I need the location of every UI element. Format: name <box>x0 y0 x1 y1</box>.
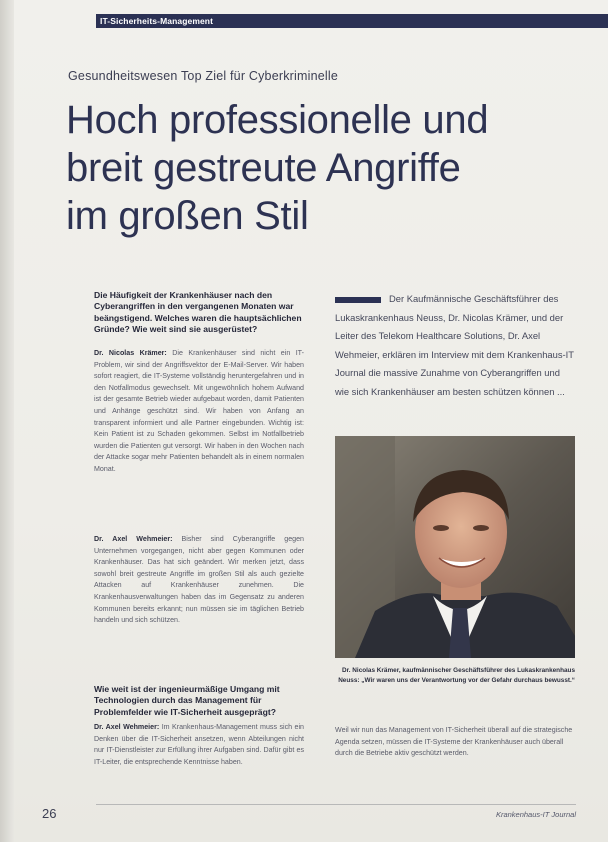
section-label: IT-Sicherheits-Management <box>100 16 214 26</box>
headline-line-1: Hoch professionelle und <box>66 98 489 142</box>
answer-3-speaker: Dr. Axel Wehmeier: <box>94 723 160 731</box>
answer-3 <box>94 722 304 768</box>
question-2: Wie weit ist der ingenieurmäßige Umgang mit Technologien durch das Management für Problemfelder wie IT-Sicherheit ausgeprägt? <box>94 684 280 717</box>
footer-divider <box>96 804 576 805</box>
answer-1 <box>94 348 304 476</box>
answer-1-text: Die Krankenhäuser sind nicht ein IT-Problem, wir sind der Angriffsvektor der E-Mail-Server. Wir haben sofort reagiert, die IT-Systeme vollständig heruntergefahren und in den Notfallmodus gewechselt. Mit ungewöhnlich hohem Aufwand ist der gesamte Betrieb wieder aufgebaut worden, damit Patienten und Anhänge geschützt sind. Wir haben von Anfang an transparent informiert und alle Partner eingebunden. Wichtig ist: Kein Patient ist zu Schaden gekommen. Selbst im Notfallbetrieb wurden die Patienten gut versorgt. Wir haben in den Wochen nach der Attacke sogar mehr Patienten behandelt als in einem normalen Monat. <box>94 349 304 473</box>
answer-2-speaker: Dr. Axel Wehmeier: <box>94 535 173 543</box>
portrait-photo <box>335 436 575 658</box>
photo-caption: Dr. Nicolas Krämer, kaufmännischer Geschäftsführer des Lukaskrankenhaus Neuss: „Wir waren uns der Verantwortung vor der Gefahr durchaus bewusst.“ <box>338 667 575 684</box>
headline-line-2: breit gestreute Angriffe <box>66 146 461 190</box>
intro-text: Der Kaufmännische Geschäftsführer des Lukaskrankenhaus Neuss, Dr. Nicolas Krämer, und der Leiter des Telekom Healthcare Solutions, Dr. Axel Wehmeier, erklären im Interview mit dem Krankenhaus-IT Journal die massive Zunahme von Cyberangriffen und wie sich Krankenhäuser am besten schützen können ... <box>335 293 574 397</box>
article-kicker: Gesundheitswesen Top Ziel für Cyberkriminelle <box>68 69 338 83</box>
answer-1-speaker: Dr. Nicolas Krämer: <box>94 349 167 357</box>
article-headline <box>66 96 566 240</box>
headline-line-3: im großen Stil <box>66 194 309 238</box>
binding-shadow <box>0 0 14 842</box>
page-number: 26 <box>42 806 57 821</box>
answer-2-text: Bisher sind Cyberangriffe gegen Unternehmen vorgegangen, nicht aber gegen Kommunen oder Krankenhäuser. Das hat sich geändert. Wir merken jetzt, dass sowohl breit gestreute Angriffe im großen Stil als auch gezielte Attacken auf Krankenhäuser zunehmen. Die Krankenhausverwaltungen haben das im Gegensatz zu anderen Kommunen bereits erkannt; nun müssen sie im täglichen Betrieb handeln und sich schützen. <box>94 535 304 625</box>
right-column-text: Weil wir nun das Management von IT-Sicherheit überall auf die strategische Agenda setzen, müssen die IT-Systeme der Krankenhäuser auch überall durch die Betriebe aktiv geschützt werden. <box>335 726 573 758</box>
question-1: Die Häufigkeit der Krankenhäuser nach den Cyberangriffen in den vergangenen Monaten war beängstigend. Welches waren die hauptsächlichen Gründe? Wie weit sind sie ausgerüstet? <box>94 290 302 335</box>
answer-2 <box>94 534 304 627</box>
portrait-illustration <box>335 436 575 658</box>
article-intro <box>335 290 575 401</box>
intro-bar-marker <box>335 297 381 303</box>
publication-name: Krankenhaus-IT Journal <box>495 810 576 819</box>
answer-3-text: Im Krankenhaus-Management muss sich ein Denken über die IT-Sicherheit ansetzen, wenn Abteilungen nicht nur IT-Dienstleister zur Erfüllung ihrer Aufgaben sind. Dafür gibt es IT-Leiter, die entsprechende Kenntnisse haben. <box>94 723 304 766</box>
